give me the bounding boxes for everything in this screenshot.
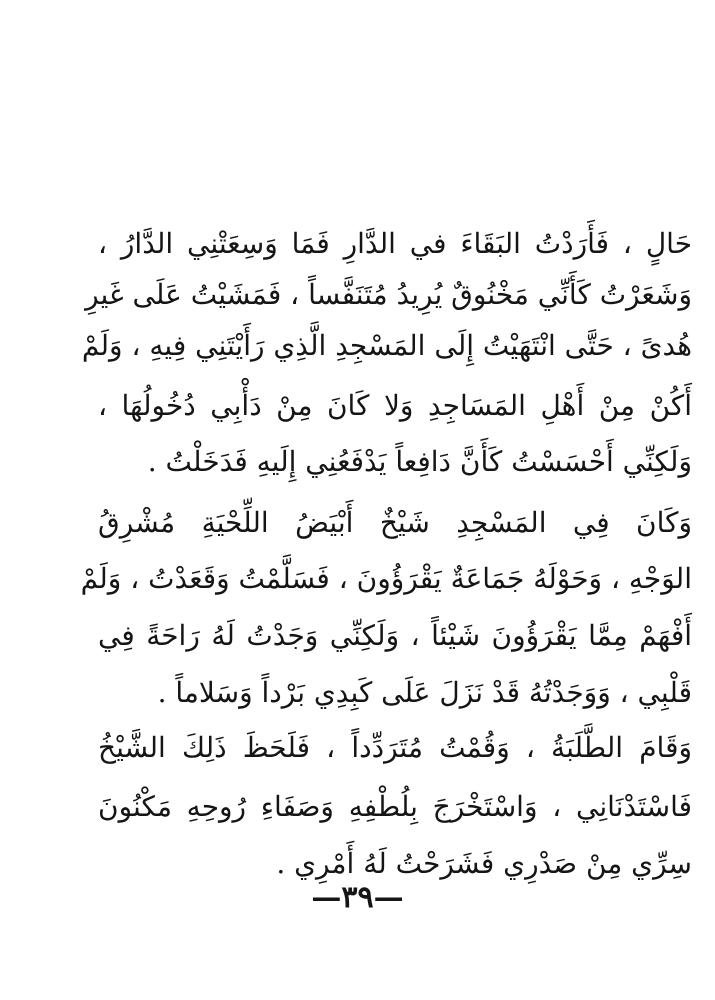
text-line: وَكَانَ فِي المَسْجِدِ شَيْخٌ أَبْيَضُ اللِّحْيَةِ مُشْرِقُ [98,506,692,539]
text-line: حَالٍ ، فَأَرَدْتُ البَقَاءَ في الدَّارِ فَمَا وَسِعَتْنِي الدَّارُ ، [98,227,692,260]
text-line: الوَجْهِ ، وَحَوْلَهُ جَمَاعَةٌ يَقْرَؤُونَ ، فَسَلَّمْتُ وَقَعَدْتُ ، وَلَمْ [80,562,692,595]
text-line: وَلَكِنِّي أَحْسَسْتُ كَأَنَّ دَافِعاً يَدْفَعُنِي إِلَيهِ فَدَخَلْتُ . [147,445,692,478]
text-line: فَاسْتَدْنَانِي ، وَاسْتَخْرَجَ بِلُطْفِهِ وَصَفَاءِ رُوحِهِ مَكْنُونَ [98,790,692,823]
text-line: هُدىً ، حَتَّى انْتَهَيْتُ إِلَى المَسْجِدِ الَّذِي رَأَيْتَنِي فِيهِ ، وَلَمْ [81,329,692,362]
text-line: سِرِّي مِنْ صَدْرِي فَشَرَحْتُ لَهُ أَمْرِي . [276,847,692,880]
text-line: أَكُنْ مِنْ أَهْلِ المَسَاجِدِ وَلا كَانَ مِنْ دَأْبِي دُخُولُهَا ، [98,389,692,422]
text-line: وَشَعَرْتُ كَأَنِّي مَخْنُوقٌ يُرِيدُ مُتَنَفَّساً ، فَمَشَيْتُ عَلَى غَيرِ [85,278,692,311]
text-line: أَفْهَمْ مِمَّا يَقْرَؤُونَ شَيْئاً ، وَلَكِنِّي وَجَدْتُ لَهُ رَاحَةً فِي [98,619,692,652]
text-line: قَلْبِي ، وَوَجَدْتُهُ قَدْ نَزَلَ عَلَى كَبِدِي بَرْداً وَسَلاماً . [157,676,692,709]
text-line: وَقَامَ الطَّلَبَةُ ، وَقُمْتُ مُتَرَدِّداً ، فَلَحَظَ ذَلِكَ الشَّيْخُ [98,731,692,764]
page-number: —٣٩— [311,880,404,915]
